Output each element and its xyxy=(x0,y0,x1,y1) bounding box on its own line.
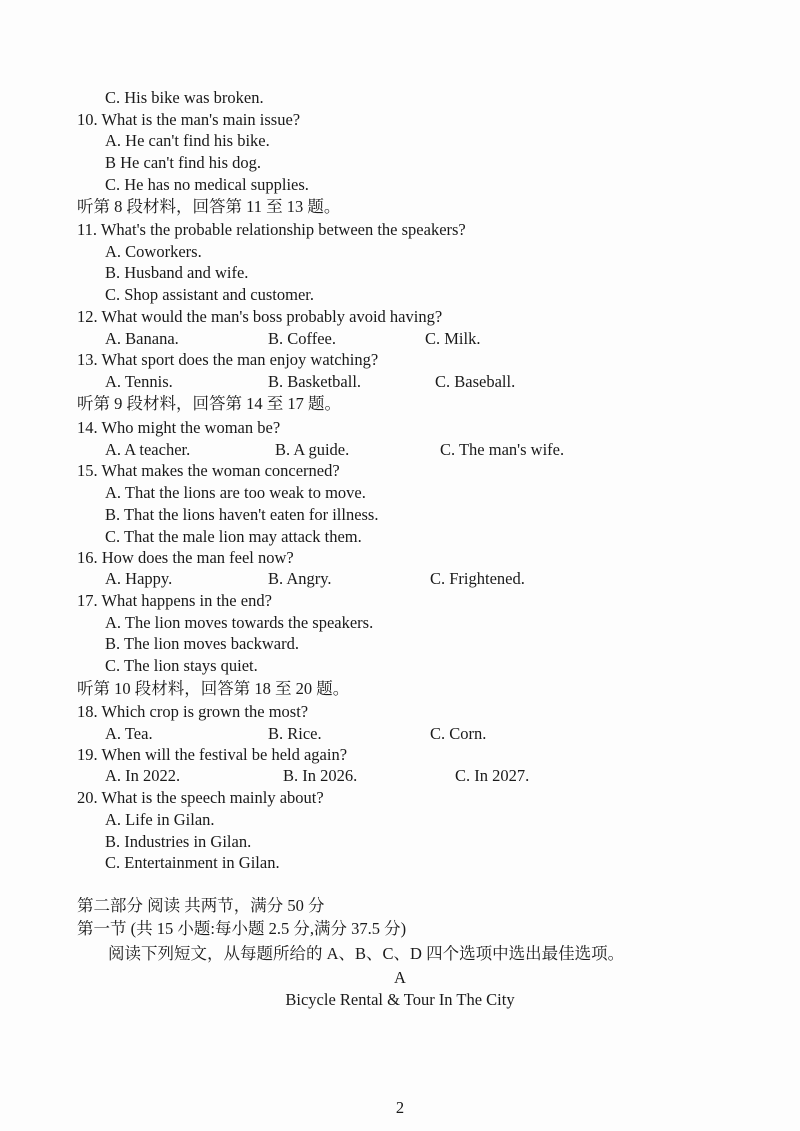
section-9-heading: 听第 9 段材料，回答第 14 至 17 题。 xyxy=(77,394,341,413)
q15-option-c: C. That the male lion may attack them. xyxy=(105,527,362,546)
q12-stem: 12. What would the man's boss probably avoid having? xyxy=(77,307,443,326)
q15-stem: 15. What makes the woman concerned? xyxy=(77,461,340,480)
page-number: 2 xyxy=(395,1098,405,1117)
q20-stem: 20. What is the speech mainly about? xyxy=(77,788,324,807)
q20-option-c: C. Entertainment in Gilan. xyxy=(105,853,280,872)
q10-option-a: A. He can't find his bike. xyxy=(105,131,270,150)
q14-option-a: A. A teacher. xyxy=(105,440,191,459)
q18-option-c: C. Corn. xyxy=(430,724,487,743)
q17-option-a: A. The lion moves towards the speakers. xyxy=(105,613,374,632)
q11-option-c: C. Shop assistant and customer. xyxy=(105,285,314,304)
section-10-heading: 听第 10 段材料，回答第 18 至 20 题。 xyxy=(77,679,350,698)
q17-option-c: C. The lion stays quiet. xyxy=(105,656,258,675)
q9-option-c: C. His bike was broken. xyxy=(105,88,264,107)
reading-instructions: 阅读下列短文，从每题所给的 A、B、C、D 四个选项中选出最佳选项。 xyxy=(108,944,625,963)
q18-option-b: B. Rice. xyxy=(268,724,322,743)
q11-stem: 11. What's the probable relationship between the speakers? xyxy=(77,220,466,239)
q20-option-a: A. Life in Gilan. xyxy=(105,810,215,829)
q16-option-c: C. Frightened. xyxy=(430,569,525,588)
q16-option-b: B. Angry. xyxy=(268,569,332,588)
q10-stem: 10. What is the man's main issue? xyxy=(77,110,301,129)
section-8-heading: 听第 8 段材料，回答第 11 至 13 题。 xyxy=(77,197,341,216)
q14-option-b: B. A guide. xyxy=(275,440,350,459)
part-2-section-1-heading: 第一节 (共 15 小题:每小题 2.5 分,满分 37.5 分) xyxy=(77,919,407,938)
passage-title: Bicycle Rental & Tour In The City xyxy=(285,990,515,1009)
q13-option-c: C. Baseball. xyxy=(435,372,516,391)
q13-option-a: A. Tennis. xyxy=(105,372,173,391)
q19-stem: 19. When will the festival be held again? xyxy=(77,745,348,764)
q15-option-b: B. That the lions haven't eaten for illness. xyxy=(105,505,379,524)
part-2-heading: 第二部分 阅读 共两节，满分 50 分 xyxy=(77,896,325,915)
q12-option-c: C. Milk. xyxy=(425,329,481,348)
q10-option-c: C. He has no medical supplies. xyxy=(105,175,309,194)
q16-stem: 16. How does the man feel now? xyxy=(77,548,294,567)
q13-stem: 13. What sport does the man enjoy watching? xyxy=(77,350,379,369)
q15-option-a: A. That the lions are too weak to move. xyxy=(105,483,366,502)
q12-option-a: A. Banana. xyxy=(105,329,179,348)
q19-option-b: B. In 2026. xyxy=(283,766,358,785)
q10-option-b: B He can't find his dog. xyxy=(105,153,262,172)
q20-option-b: B. Industries in Gilan. xyxy=(105,832,252,851)
passage-letter: A xyxy=(394,968,406,987)
q18-option-a: A. Tea. xyxy=(105,724,153,743)
q18-stem: 18. Which crop is grown the most? xyxy=(77,702,309,721)
q14-option-c: C. The man's wife. xyxy=(440,440,565,459)
q11-option-a: A. Coworkers. xyxy=(105,242,202,261)
q13-option-b: B. Basketball. xyxy=(268,372,362,391)
q12-option-b: B. Coffee. xyxy=(268,329,336,348)
q11-option-b: B. Husband and wife. xyxy=(105,263,249,282)
q16-option-a: A. Happy. xyxy=(105,569,173,588)
q19-option-c: C. In 2027. xyxy=(455,766,530,785)
q17-stem: 17. What happens in the end? xyxy=(77,591,272,610)
q19-option-a: A. In 2022. xyxy=(105,766,181,785)
q17-option-b: B. The lion moves backward. xyxy=(105,634,299,653)
q14-stem: 14. Who might the woman be? xyxy=(77,418,281,437)
